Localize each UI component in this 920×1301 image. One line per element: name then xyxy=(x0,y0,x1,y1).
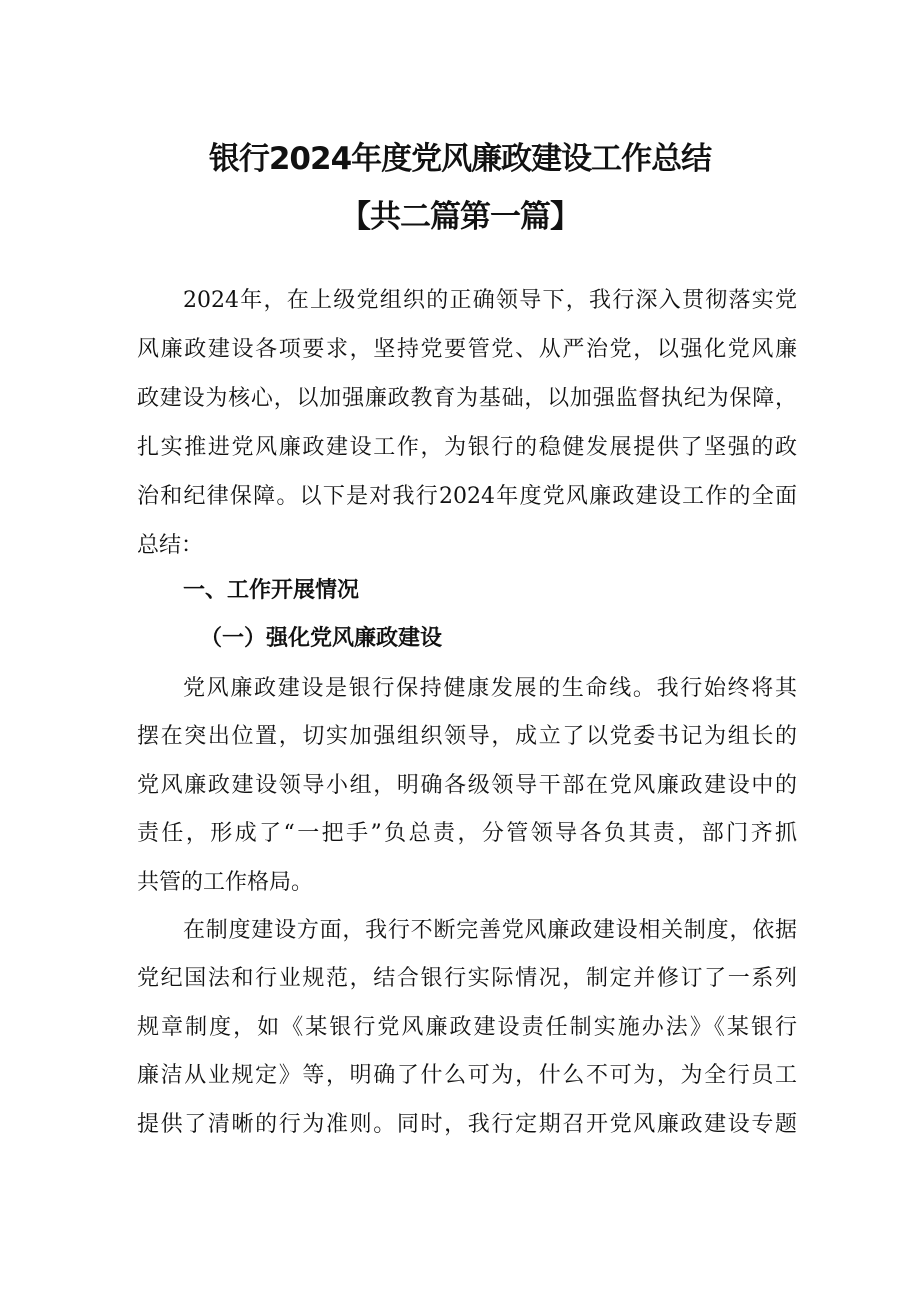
paragraph-line: 党风廉政建设领导小组，明确各级领导干部在党风廉政建设中的 xyxy=(137,773,797,798)
paragraph-line: 规章制度，如《某银行党风廉政建设责任制实施办法》《某银行 xyxy=(137,1015,797,1040)
paragraph-line: 共管的工作格局。 xyxy=(137,870,314,895)
section-heading: 一、工作开展情况 xyxy=(183,578,360,603)
paragraph-line: 责任，形成了“一把手”负总责，分管领导各负其责，部门齐抓 xyxy=(137,821,797,846)
paragraph-line: 提供了清晰的行为准则。同时，我行定期召开党风廉政建设专题 xyxy=(137,1112,797,1137)
paragraph-line: 摆在突出位置，切实加强组织领导，成立了以党委书记为组长的 xyxy=(137,724,797,749)
intro-line: 风廉政建设各项要求，坚持党要管党、从严治党，以强化党风廉 xyxy=(137,337,797,362)
paragraph-line: 在制度建设方面，我行不断完善党风廉政建设相关制度，依据 xyxy=(183,918,797,943)
intro-line: 2024年，在上级党组织的正确领导下，我行深入贯彻落实党 xyxy=(183,288,797,313)
document-title: 银行2024年度党风廉政建设工作总结 xyxy=(208,141,712,177)
subsection-heading: （一）强化党风廉政建设 xyxy=(200,626,443,651)
intro-line: 治和纪律保障。以下是对我行2024年度党风廉政建设工作的全面 xyxy=(137,484,797,509)
intro-line: 总结： xyxy=(137,533,204,558)
intro-line: 扎实推进党风廉政建设工作，为银行的稳健发展提供了坚强的政 xyxy=(137,435,797,460)
intro-line: 政建设为核心，以加强廉政教育为基础，以加强监督执纪为保障， xyxy=(137,386,797,411)
document-subtitle: 【共二篇第一篇】 xyxy=(340,199,580,235)
paragraph-line: 廉洁从业规定》等，明确了什么可为，什么不可为，为全行员工 xyxy=(137,1063,797,1088)
paragraph-line: 党纪国法和行业规范，结合银行实际情况，制定并修订了一系列 xyxy=(137,966,797,991)
paragraph-line: 党风廉政建设是银行保持健康发展的生命线。我行始终将其 xyxy=(183,676,797,701)
